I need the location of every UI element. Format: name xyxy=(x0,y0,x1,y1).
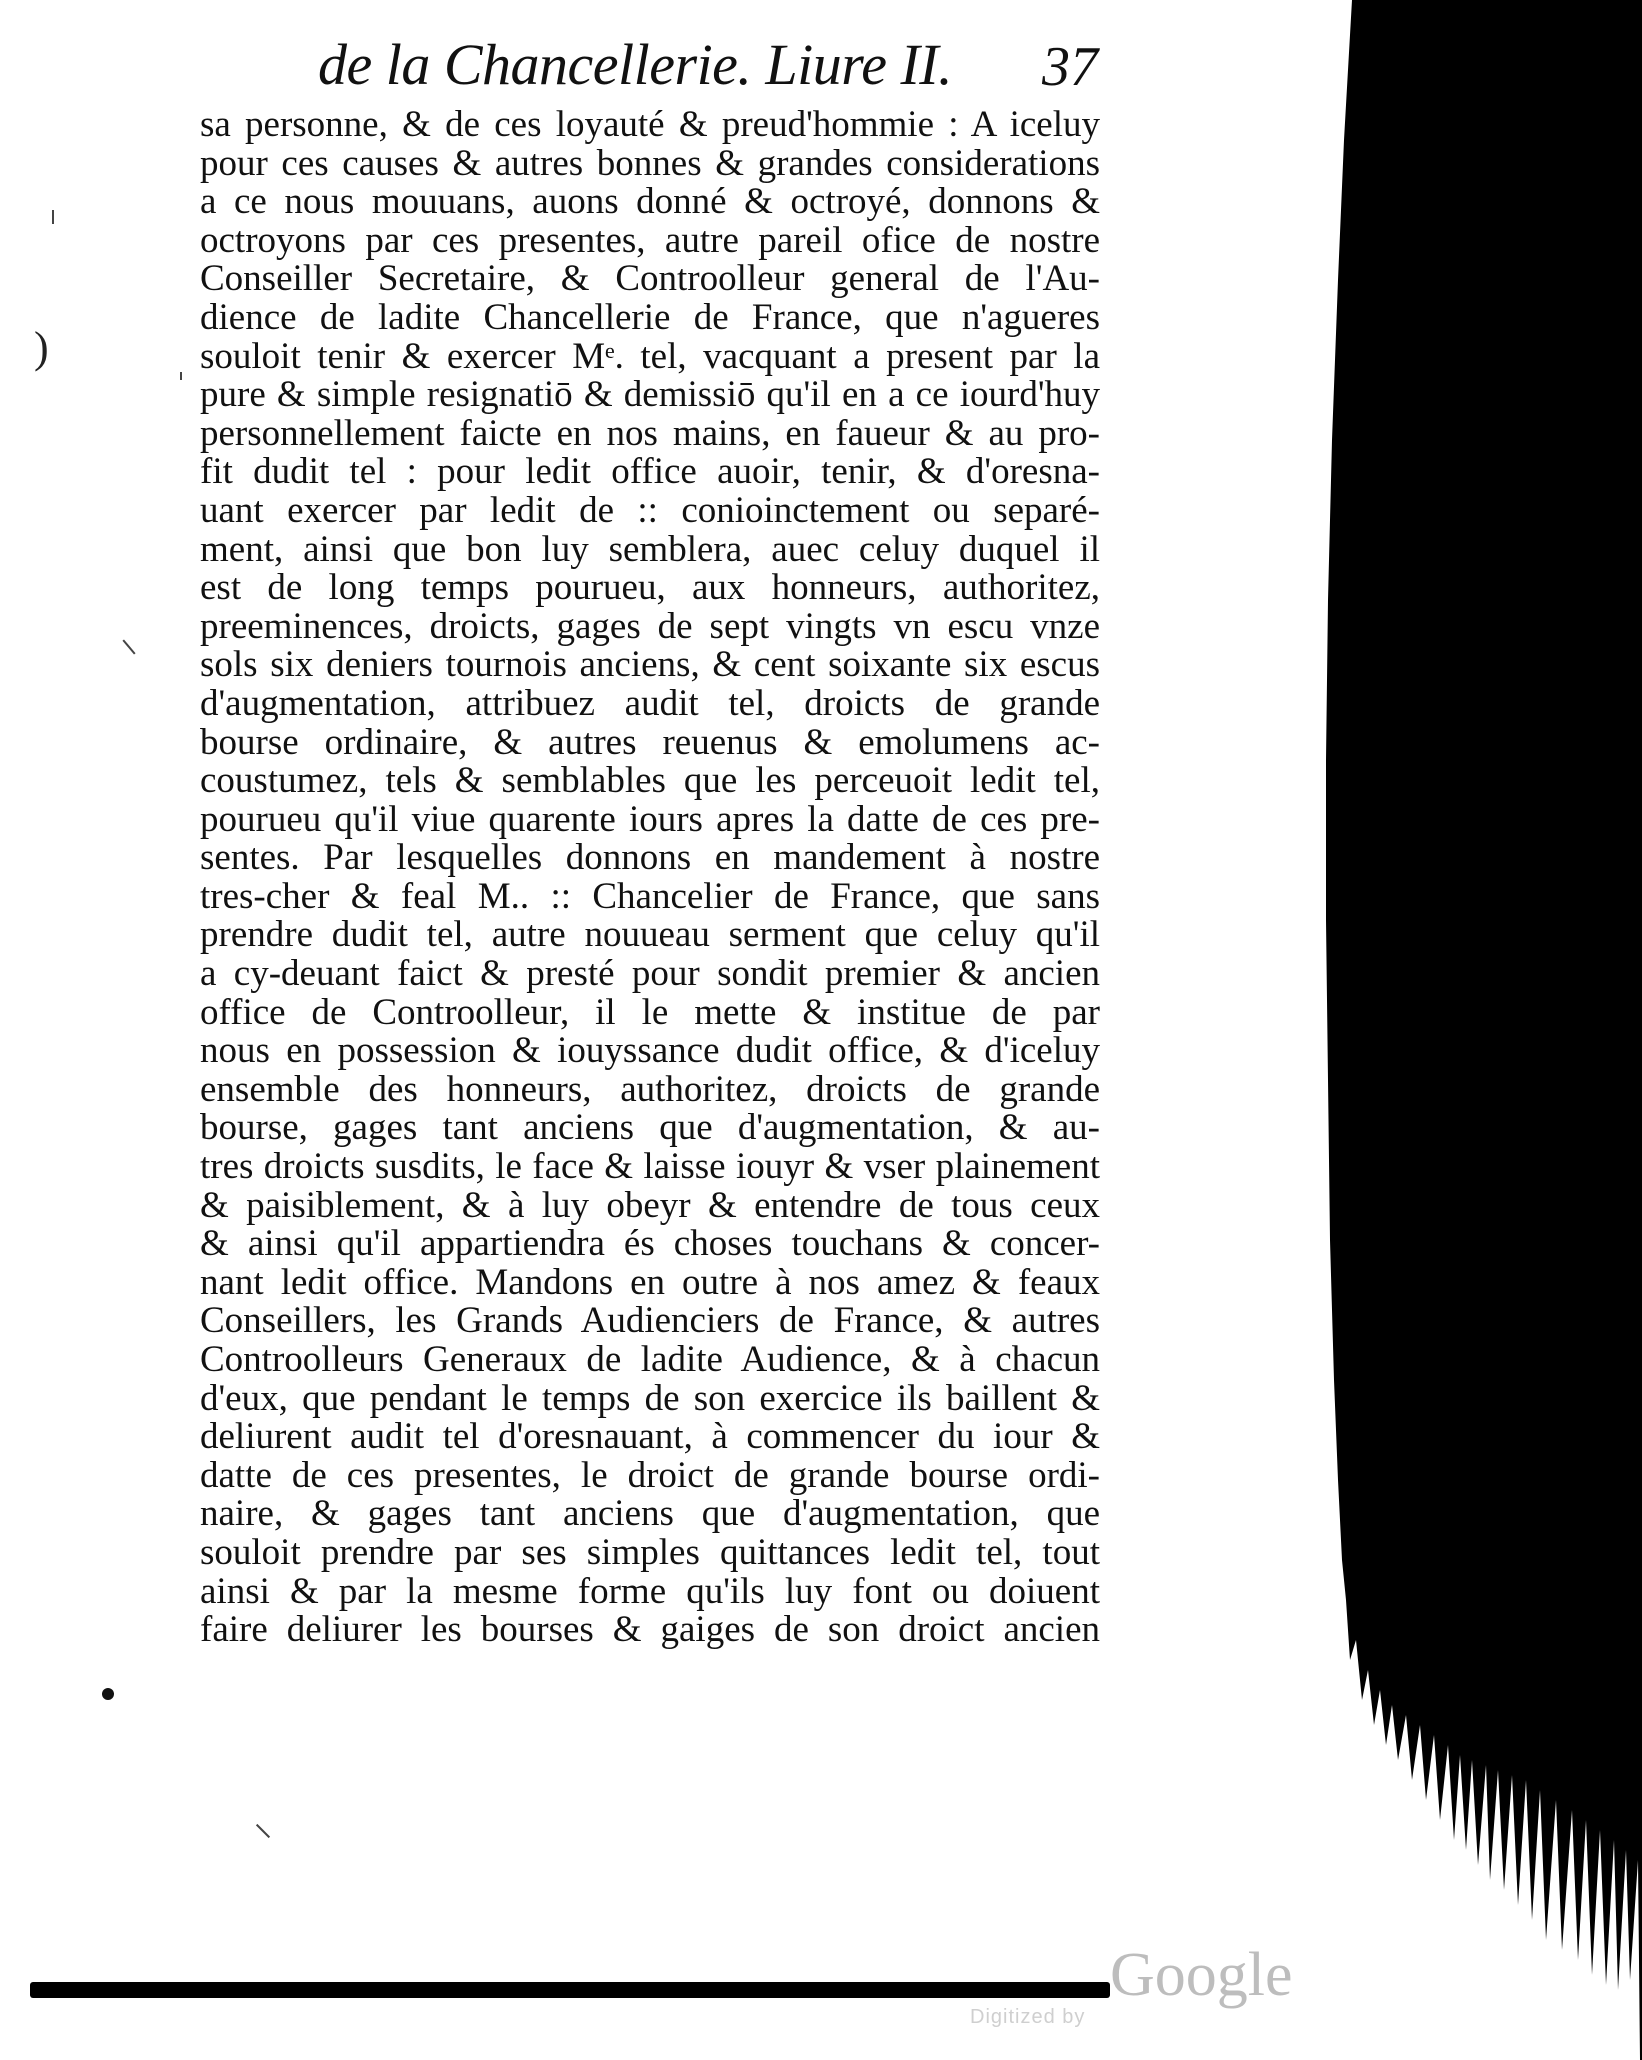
text-line: preeminences, droicts, gages de sept vingts vn escu vnze xyxy=(200,605,1100,647)
stray-mark xyxy=(180,372,182,380)
watermark-brand: Google xyxy=(1110,1941,1293,2009)
text-line: uant exercer par ledit de :: conioinctement ou separé- xyxy=(200,489,1100,531)
text-line: a ce nous mouuans, auons donné & octroyé, donnons & xyxy=(200,181,1100,223)
stray-mark xyxy=(256,1824,270,1838)
page-number: 37 xyxy=(1042,36,1098,98)
text-line: d'augmentation, attribuez audit tel, droicts de grande xyxy=(200,682,1100,724)
text-line: souloit tenir & exercer Mᵉ. tel, vacquant a present par la xyxy=(200,335,1100,377)
text-line: octroyons par ces presentes, autre pareil ofice de nostre xyxy=(200,219,1100,261)
text-line: prendre dudit tel, autre nouueau serment que celuy qu'il xyxy=(200,914,1100,956)
stray-mark xyxy=(122,639,135,654)
body-text xyxy=(200,106,1100,1650)
stray-mark xyxy=(52,210,54,224)
text-line: pure & simple resignatiō & demissiō qu'il en a ce iourd'huy xyxy=(200,374,1100,416)
text-line: bourse, gages tant anciens que d'augmentation, & au- xyxy=(200,1107,1100,1149)
watermark-digitized-text: Digitized by xyxy=(970,2006,1086,2028)
text-line: souloit prendre par ses simples quittances ledit tel, tout xyxy=(200,1531,1100,1573)
running-head xyxy=(318,30,1098,100)
text-line: datte de ces presentes, le droict de grande bourse ordi- xyxy=(200,1454,1100,1496)
text-line: fit dudit tel : pour ledit office auoir, tenir, & d'oresna- xyxy=(200,451,1100,493)
fore-edge-shadow xyxy=(1300,0,1642,2060)
text-line: & paisiblement, & à luy obeyr & entendre de tous ceux xyxy=(200,1184,1100,1226)
bottom-rule xyxy=(30,1982,1110,1998)
text-line: pour ces causes & autres bonnes & grandes considerations xyxy=(200,142,1100,184)
text-line: office de Controolleur, il le mette & institue de par xyxy=(200,991,1100,1033)
text-line: deliurent audit tel d'oresnauant, à commencer du iour & xyxy=(200,1416,1100,1458)
text-line: coustumez, tels & semblables que les perceuoit ledit tel, xyxy=(200,760,1100,802)
text-line: tres-cher & feal M.. :: Chancelier de France, que sans xyxy=(200,875,1100,917)
text-line: tres droicts susdits, le face & laisse iouyr & vser plainement xyxy=(200,1146,1100,1188)
text-line: sentes. Par lesquelles donnons en mandement à nostre xyxy=(200,837,1100,879)
text-line: naire, & gages tant anciens que d'augmentation, que xyxy=(200,1493,1100,1535)
text-line: sols six deniers tournois anciens, & cent soixante six escus xyxy=(200,644,1100,686)
digitization-watermark xyxy=(960,1940,1320,2050)
text-line: bourse ordinaire, & autres reuenus & emolumens ac- xyxy=(200,721,1100,763)
text-line: Controolleurs Generaux de ladite Audience, & à chacun xyxy=(200,1339,1100,1380)
text-line: ensemble des honneurs, authoritez, droicts de grande xyxy=(200,1068,1100,1110)
margin-mark: ) xyxy=(34,323,49,372)
text-line: & ainsi qu'il appartiendra és choses touchans & concer- xyxy=(200,1223,1100,1265)
text-line: a cy-deuant faict & presté pour sondit premier & ancien xyxy=(200,953,1100,995)
text-line: personnellement faicte en nos mains, en faueur & au pro- xyxy=(200,412,1100,454)
text-line: d'eux, que pendant le temps de son exercice ils baillent & xyxy=(200,1377,1100,1419)
text-line: Conseiller Secretaire, & Controolleur general de l'Au- xyxy=(200,258,1100,300)
text-line: ment, ainsi que bon luy semblera, auec celuy duquel il xyxy=(200,528,1100,570)
text-line: sa personne, & de ces loyauté & preud'hommie : A iceluy xyxy=(200,104,1100,145)
text-line: nous en possession & iouyssance dudit office, & d'iceluy xyxy=(200,1030,1100,1072)
running-title: de la Chancellerie. Liure II. xyxy=(318,32,953,97)
ink-dot xyxy=(102,1688,114,1700)
text-line: nant ledit office. Mandons en outre à nos amez & feaux xyxy=(200,1261,1100,1303)
text-line: est de long temps pourueu, aux honneurs, authoritez, xyxy=(200,567,1100,609)
text-line: ainsi & par la mesme forme qu'ils luy font ou doiuent xyxy=(200,1570,1100,1612)
text-line: pourueu qu'il viue quarente iours apres la datte de ces pre- xyxy=(200,798,1100,840)
text-line: Conseillers, les Grands Audienciers de France, & autres xyxy=(200,1300,1100,1342)
text-line: dience de ladite Chancellerie de France, que n'agueres xyxy=(200,296,1100,338)
text-line: faire deliurer les bourses & gaiges de son droict ancien xyxy=(200,1609,1100,1651)
